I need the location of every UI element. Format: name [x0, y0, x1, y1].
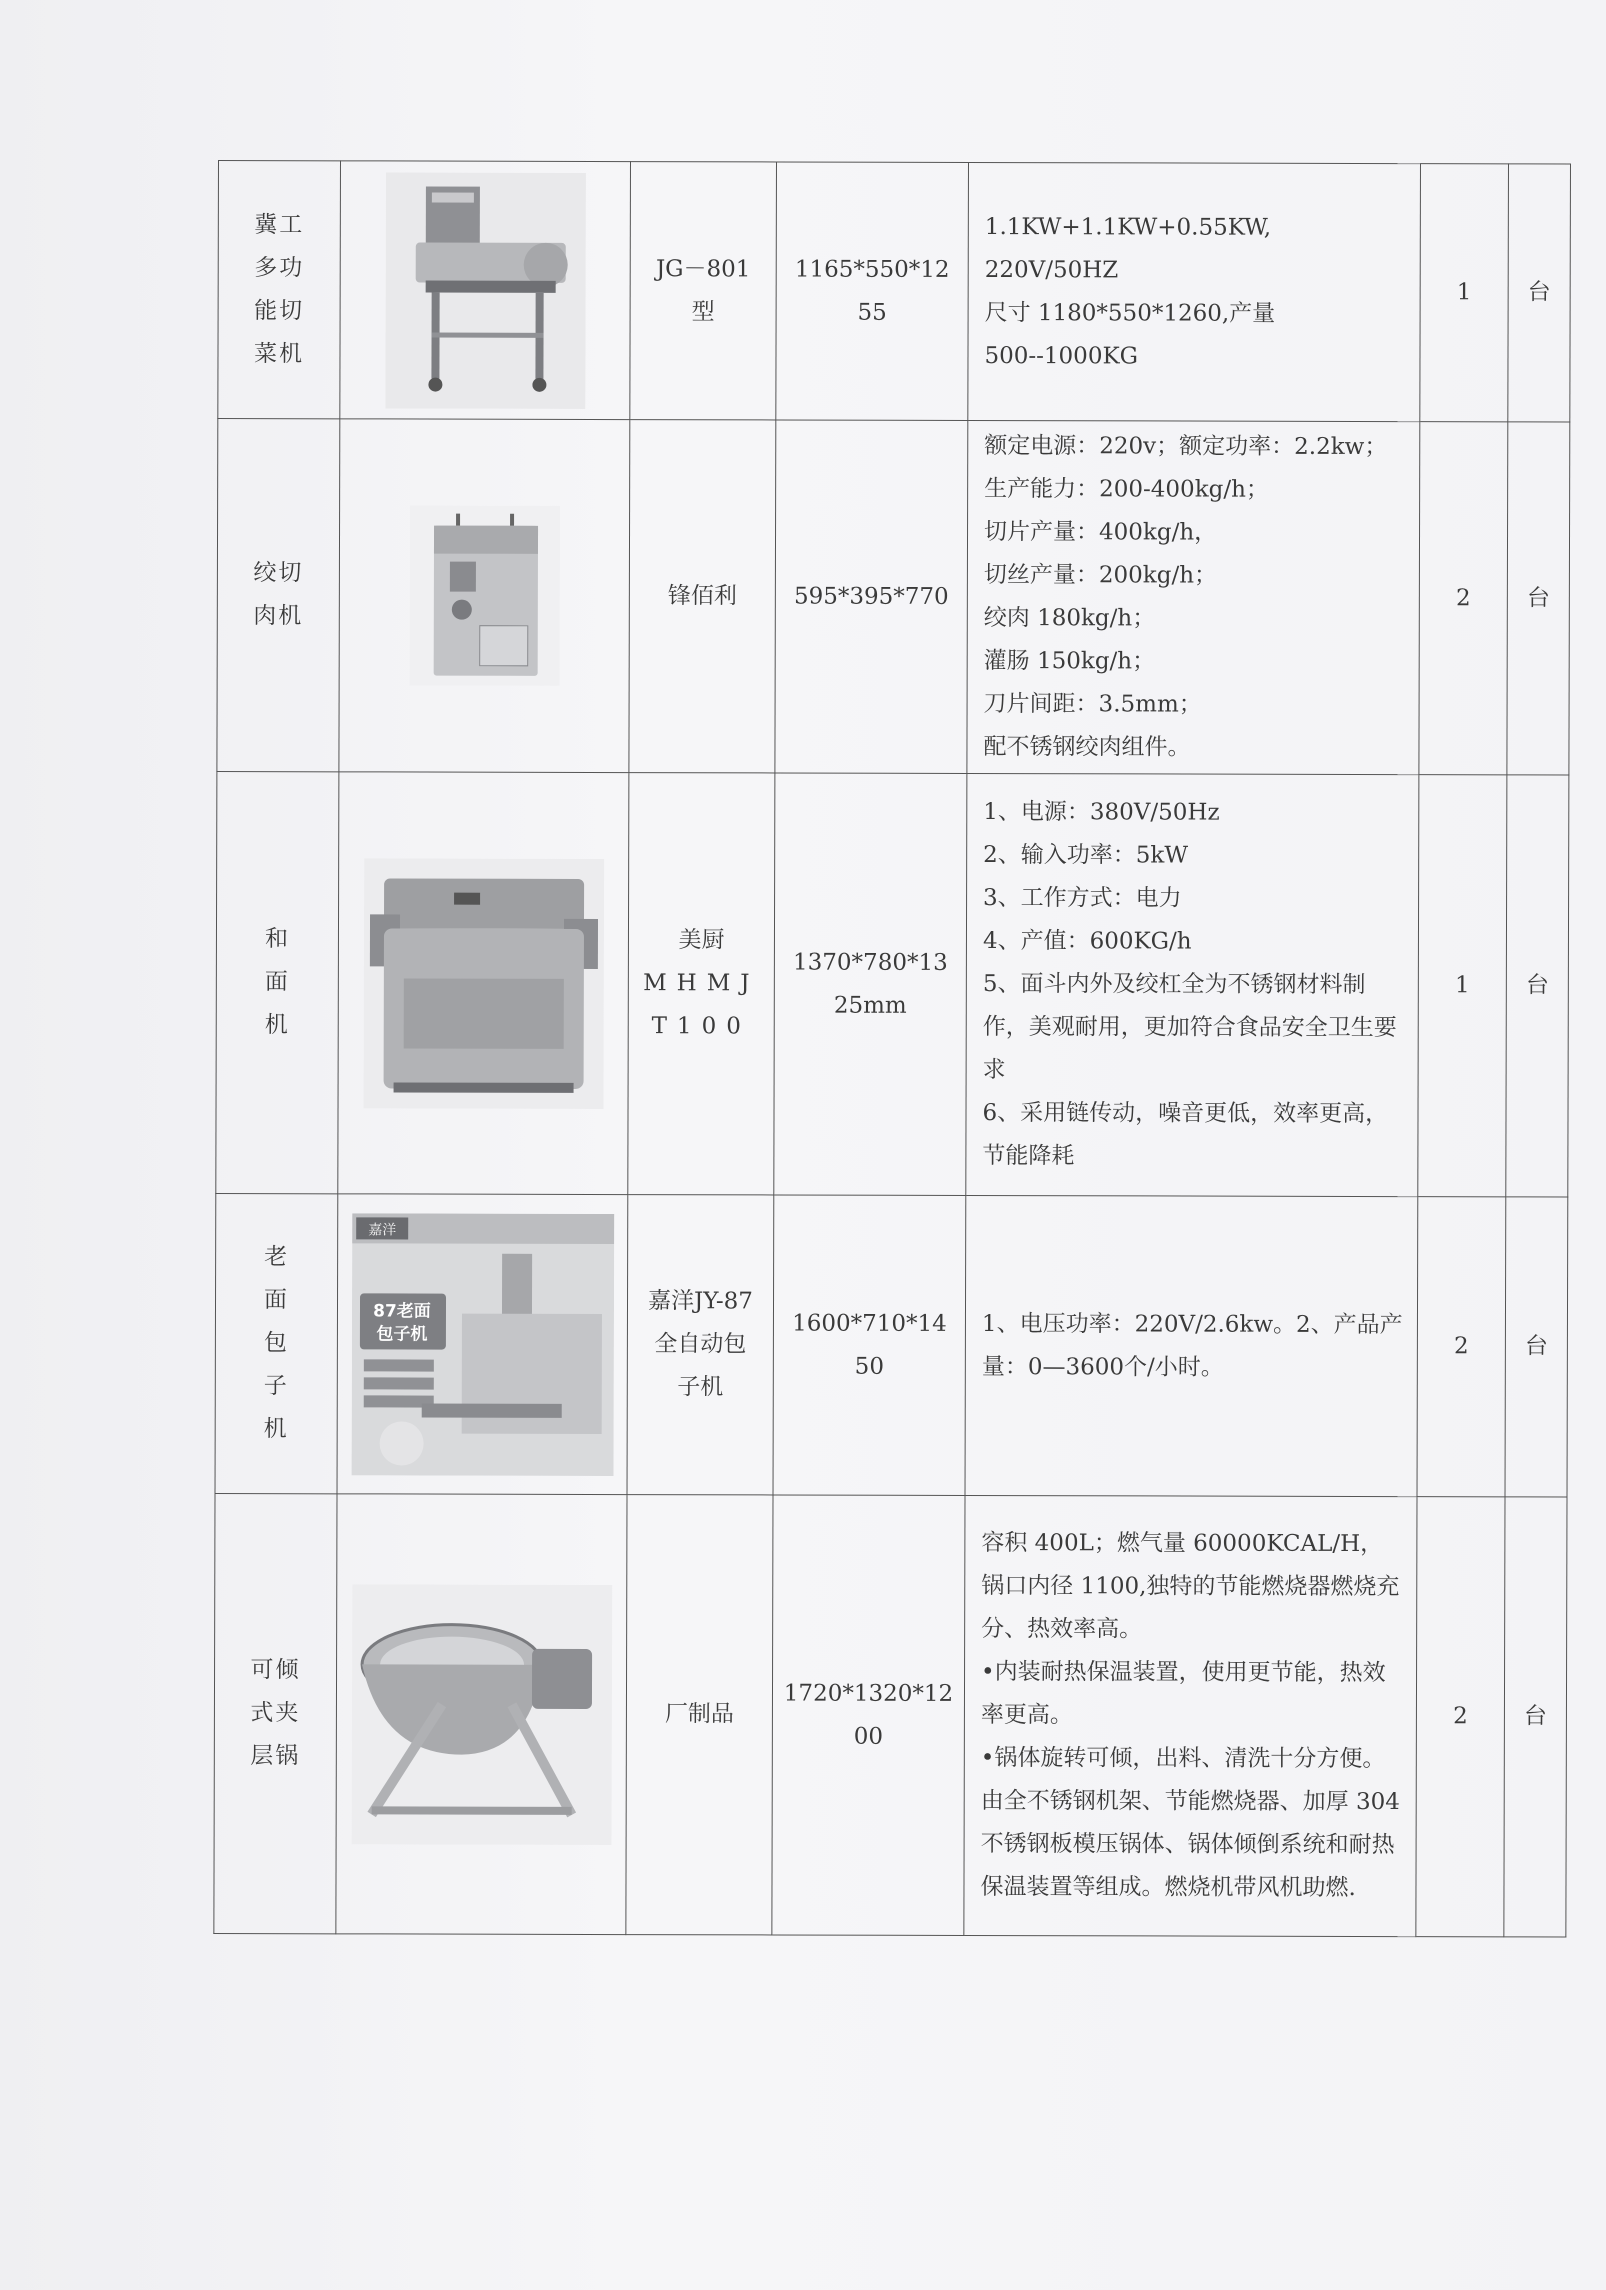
spec-line: 500--1000KG [984, 342, 1139, 369]
model-cell [627, 1195, 774, 1495]
quantity: 2 [1417, 1197, 1506, 1497]
spec-line: 5、面斗内外及绞杠全为不锈钢材料制作，美观耐用，更加符合食品安全卫生要求 [982, 971, 1397, 1084]
quantity: 2 [1416, 1497, 1505, 1937]
equipment-image-cell [338, 772, 629, 1195]
spec-line: 2、输入功率：5kW [983, 842, 1189, 869]
unit: 台 [1505, 1197, 1568, 1497]
spec-cell [964, 1495, 1417, 1936]
spec-line: 1.1KW+1.1KW+0.55KW, 220V/50HZ [984, 213, 1294, 283]
spec-line: 刀片间距：3.5mm； [983, 691, 1202, 718]
spec-line: •内装耐热保温装置，使用更节能，热效率更高。 [980, 1659, 1386, 1729]
unit: 台 [1508, 164, 1571, 422]
model-cell [628, 773, 775, 1195]
size-cell [772, 1495, 965, 1936]
size-text: 1720*1320*1200 [783, 1679, 954, 1750]
equipment-image-cell [336, 1494, 627, 1935]
photo-headline: 包子机 [375, 1323, 427, 1345]
table-row [217, 419, 1570, 776]
model-brand: 美厨 [678, 927, 725, 954]
spec-line: 1、电压功率：220V/2.6kw。2、产品产量：0—3600个/小时。 [981, 1310, 1403, 1381]
table-row [214, 1493, 1567, 1937]
quantity: 2 [1419, 422, 1508, 775]
model-code: MHMJ [643, 970, 760, 997]
spec-line: 4、产值：600KG/h [982, 928, 1192, 955]
table-row [215, 1193, 1568, 1497]
size-cell [773, 1195, 966, 1496]
spec-line: 额定电源：220v；额定功率：2.2kw； [984, 433, 1388, 461]
table-row [218, 161, 1571, 423]
photo-brand-label: 嘉洋 [367, 1221, 396, 1238]
photo-headline: 87老面 [372, 1300, 431, 1322]
spec-cell [968, 162, 1421, 421]
model-code: T100 [651, 1013, 751, 1040]
equipment-name: 老面包子机 [215, 1193, 338, 1493]
spec-cell [966, 773, 1419, 1196]
unit: 台 [1507, 422, 1570, 775]
spec-line: 切丝产量：200kg/h； [983, 562, 1218, 589]
spec-line: 配不锈钢绞肉组件。 [983, 734, 1191, 761]
spec-line: 容积 400L；燃气量 60000KCAL/H，锅口内径 1100,独特的节能燃烧器燃烧充分、热效率高。 [981, 1530, 1400, 1643]
table-row [216, 771, 1569, 1197]
model-text: JG－801型 [655, 255, 751, 325]
size-text: 1370*780*1325mm [793, 949, 948, 1019]
size-cell [776, 162, 969, 421]
dough-mixer-photo [339, 858, 629, 1109]
size-cell [774, 773, 967, 1196]
tilting-kettle-photo [337, 1584, 627, 1845]
model-text: 厂制品 [626, 1495, 773, 1935]
size-text: 1165*550*1255 [794, 256, 950, 326]
vegetable-cutter-photo [340, 172, 630, 409]
equipment-name: 绞切肉机 [217, 419, 340, 772]
equipment-image-cell [337, 1194, 628, 1495]
equipment-table [213, 160, 1571, 1938]
equipment-name: 和面机 [216, 771, 339, 1193]
model-text: 嘉洋JY-87全自动包子机 [648, 1288, 754, 1401]
spec-cell [965, 1195, 1418, 1496]
unit: 台 [1506, 775, 1569, 1197]
meat-grinder-photo [340, 505, 629, 686]
equipment-image-cell [340, 161, 631, 420]
spec-line: 3、工作方式：电力 [983, 885, 1182, 912]
unit: 台 [1504, 1497, 1567, 1937]
spec-line: 6、采用链传动，噪音更低，效率更高，节能降耗 [982, 1100, 1389, 1170]
spec-line: 生产能力：200-400kg/h； [984, 476, 1269, 503]
model-cell [630, 162, 777, 420]
spec-line: 绞肉 180kg/h； [983, 605, 1156, 632]
spec-line: 1、电源：380V/50Hz [983, 799, 1220, 826]
equipment-name: 可倾式夹层锅 [214, 1493, 337, 1933]
equipment-image-cell [339, 419, 630, 773]
size-text: 595*395*770 [775, 420, 968, 774]
spec-line: 尺寸 1180*550*1260,产量 [984, 299, 1276, 327]
model-text: 锋佰利 [629, 420, 776, 773]
spec-line: 灌肠 150kg/h； [983, 648, 1156, 675]
quantity: 1 [1418, 775, 1507, 1197]
spec-cell [967, 420, 1420, 774]
quantity: 1 [1420, 164, 1509, 422]
spec-line: 切片产量：400kg/h， [983, 519, 1218, 546]
spec-line: •锅体旋转可倾，出料、清洗十分方便。由全不锈钢机架、节能燃烧器、加厚 304 不锈钢板模压锅体、锅体倾倒系统和耐热保温装置等组成。燃烧机带风机助燃. [980, 1745, 1408, 1901]
equipment-name: 冀工多功能切菜机 [218, 161, 341, 419]
size-text: 1600*710*1450 [792, 1310, 947, 1380]
bun-machine-photo [338, 1213, 628, 1476]
